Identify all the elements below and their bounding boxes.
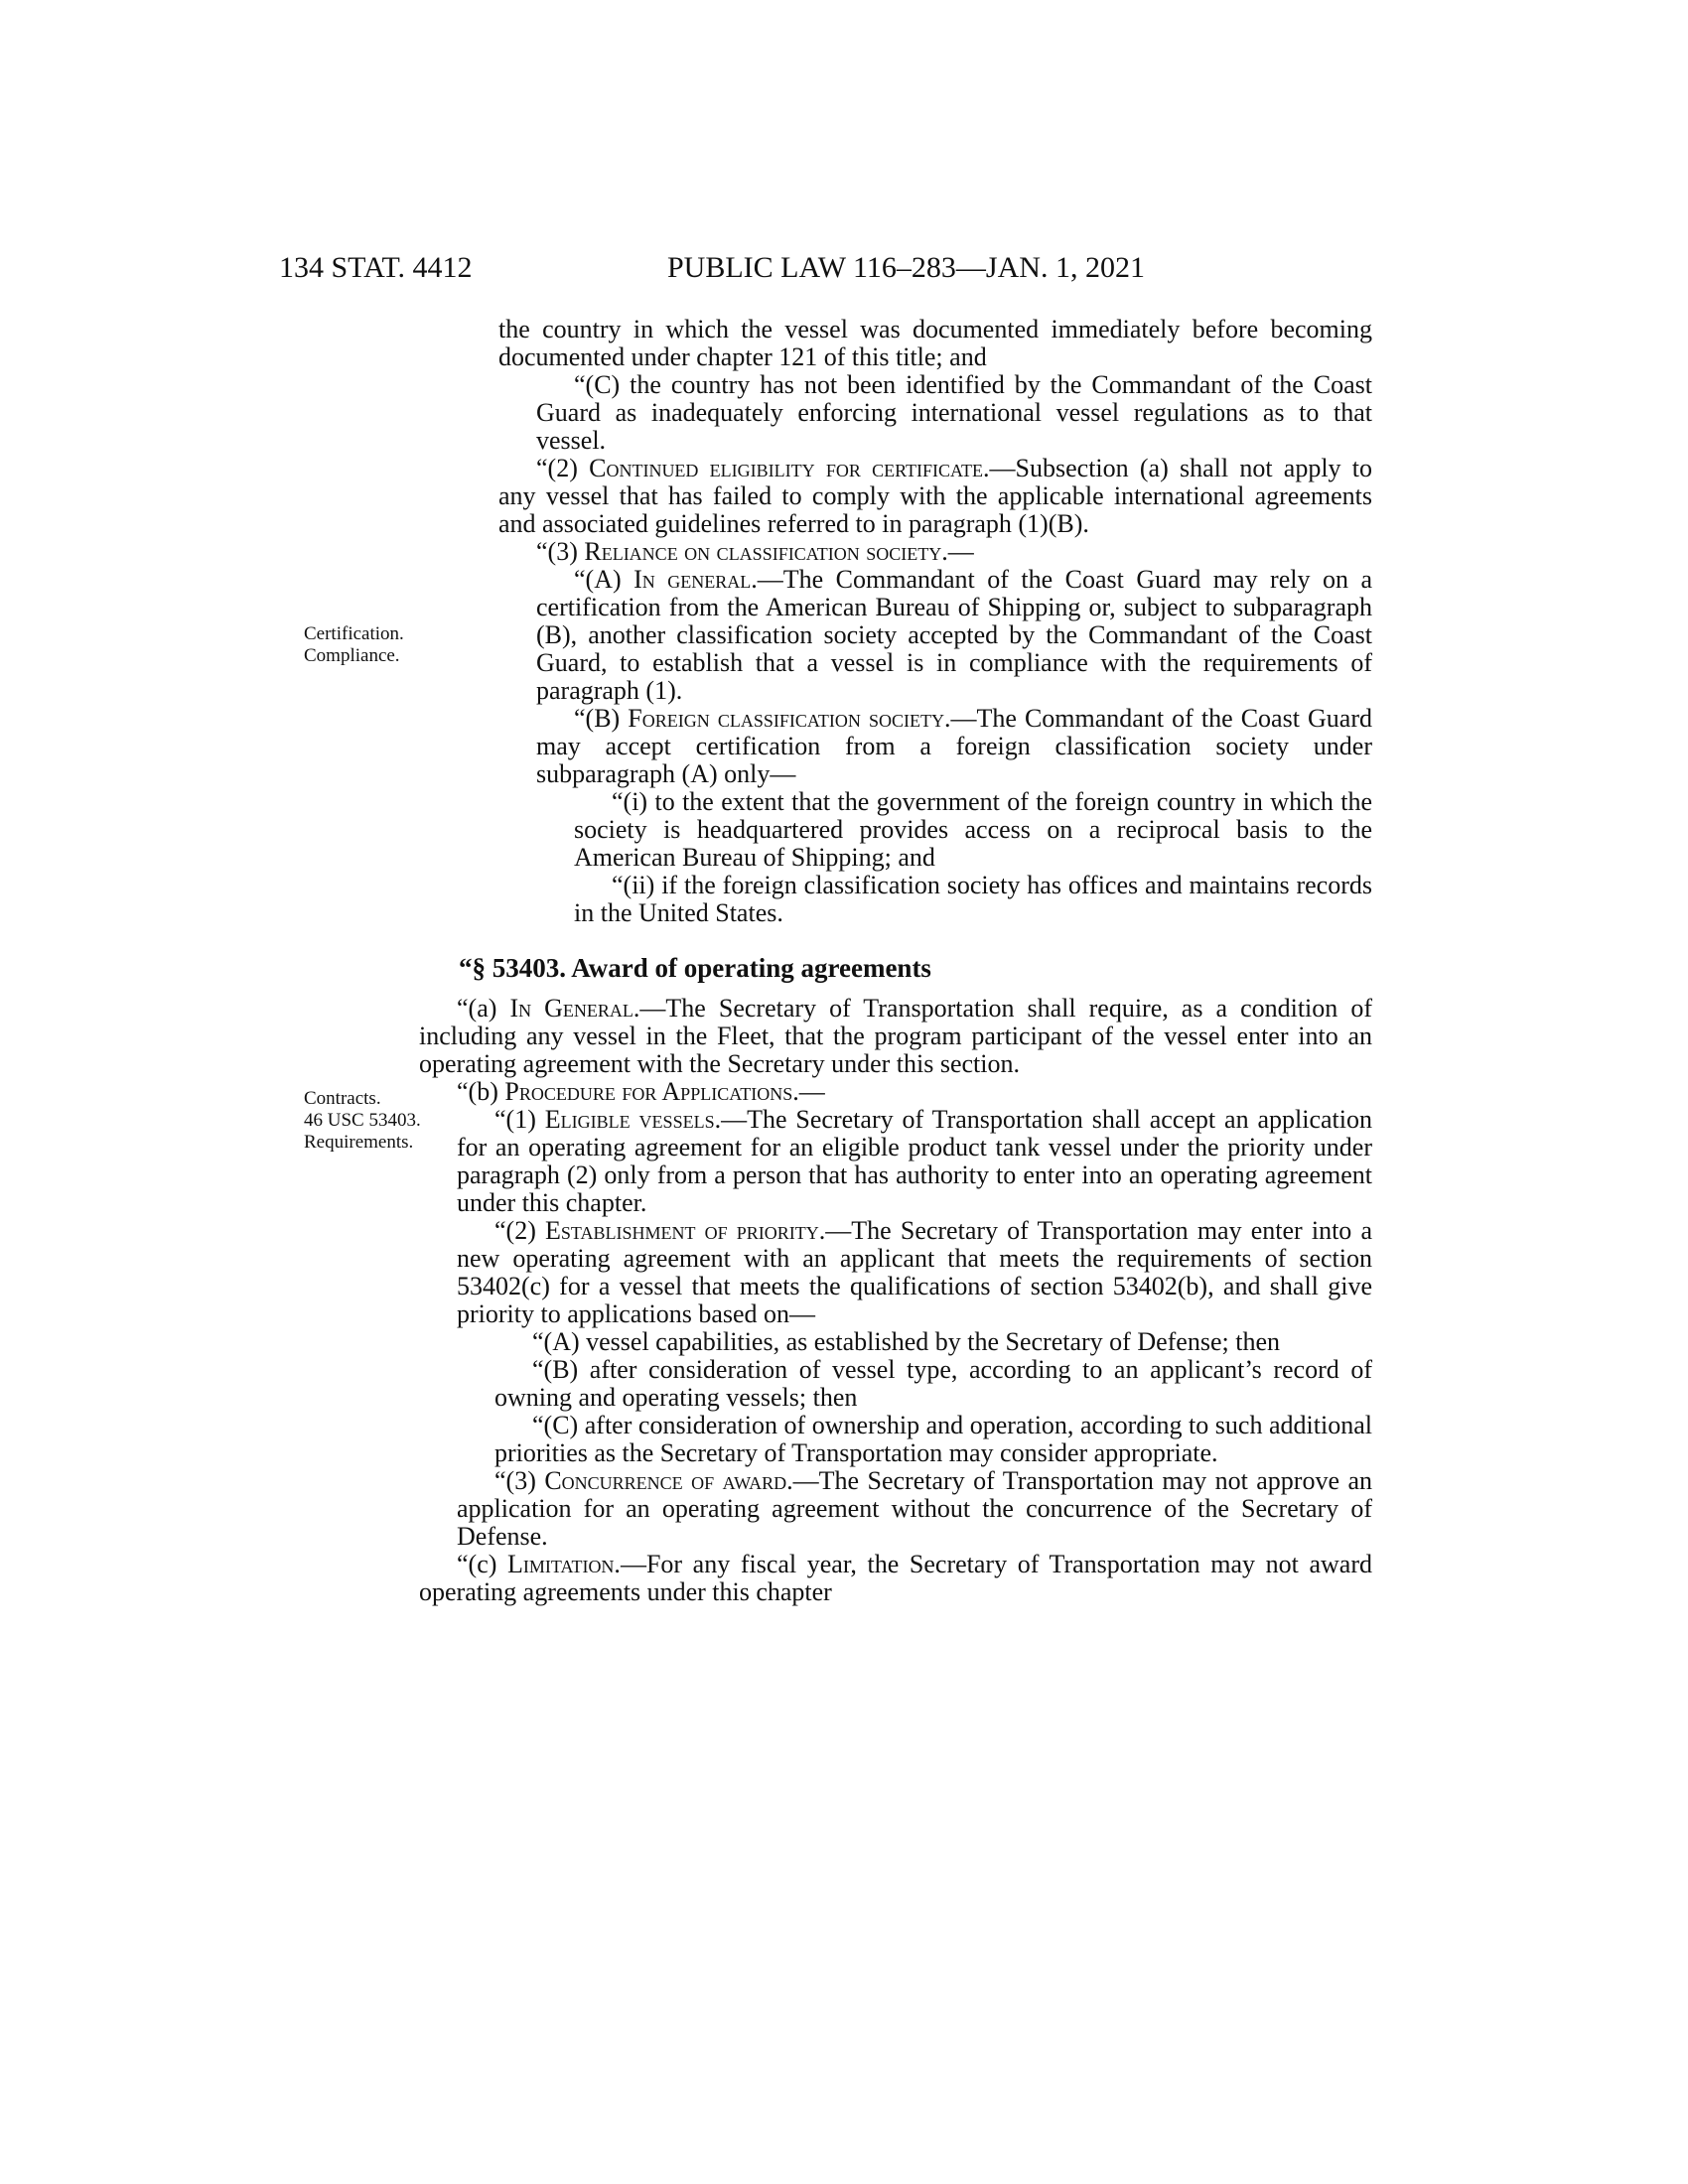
- subsection-b: “(b) Procedure for Applications.—: [457, 1077, 825, 1106]
- section-heading: “§ 53403. Award of operating agreements: [459, 953, 931, 983]
- section-53403-body: [419, 995, 1372, 1606]
- margin-note-line: Requirements.: [304, 1132, 414, 1153]
- margin-note-line: Contracts.: [304, 1088, 381, 1109]
- heading-reliance: Reliance on classification society.: [584, 537, 948, 566]
- subsection-b-2-c: “(C) after consideration of ownership and operation, according to such additional priorities as the Secretary of Transportation may consider appropriate.: [494, 1411, 1372, 1467]
- heading-in-general-a: In General.: [509, 994, 640, 1023]
- body-text: [419, 315, 1373, 1606]
- margin-note-certification: [304, 623, 463, 667]
- subsection-b-2: “(2) Establishment of priority.—The Secretary of Transportation may enter into a new operating agreement with an applicant that meets the requirements of section 53402(c) for a vessel that meets the qualifications of section 53402(b), and shall give priority to applications based on—: [457, 1216, 1372, 1328]
- paragraph-2: “(2) Continued eligibility for certificate.—Subsection (a) shall not apply to any vessel that has failed to comply with the applicable international agreements and associated guidelines referred to in paragraph (1)(B).: [498, 454, 1373, 538]
- paragraph-3-b: “(B) Foreign classification society.—The Commandant of the Coast Guard may accept certification from a foreign classification society under subparagraph (A) only—: [536, 704, 1373, 788]
- paragraph-c: “(C) the country has not been identified by the Commandant of the Coast Guard as inadequately enforcing international vessel regulations as to that vessel.: [536, 370, 1372, 455]
- page-header: [0, 248, 1688, 288]
- heading-establishment: Establishment of priority.: [545, 1216, 826, 1245]
- subsection-c: “(c) Limitation.—For any fiscal year, the Secretary of Transportation may not award operating agreements under this chapter: [419, 1550, 1372, 1606]
- paragraph-3-a: “(A) In general.—The Commandant of the Coast Guard may rely on a certification from the American Bureau of Shipping or, subject to subparagraph (B), another classification society accepted by the Commandant of the Coast Guard, to establish that a vessel is in compliance with the requirements of paragraph (1).: [536, 565, 1372, 705]
- heading-foreign-classification: Foreign classification society.: [628, 704, 951, 733]
- margin-note-line: Compliance.: [304, 645, 400, 666]
- paragraph-continuation: the country in which the vessel was documented immediately before becoming documented under chapter 121 of this title; and: [498, 315, 1372, 371]
- subsection-a: “(a) In General.—The Secretary of Transportation shall require, as a condition of including any vessel in the Fleet, that the program participant of the vessel enter into an operating agreement with the Secretary under this section.: [419, 994, 1372, 1078]
- heading-concurrence: Concurrence of award.: [544, 1466, 793, 1495]
- heading-limitation: Limitation.: [507, 1550, 621, 1578]
- clause-ii: “(ii) if the foreign classification society has offices and maintains records in the United States.: [574, 871, 1372, 927]
- heading-in-general: In general.: [633, 565, 758, 594]
- stat-page-number: 134 STAT. 4412: [279, 251, 473, 284]
- clause-i: “(i) to the extent that the government of the foreign country in which the society is headquartered provides access on a reciprocal basis to the American Bureau of Shipping; and: [574, 787, 1372, 872]
- public-law-title: PUBLIC LAW 116–283—JAN. 1, 2021: [667, 251, 1145, 284]
- subsection-b-2-b: “(B) after consideration of vessel type, according to an applicant’s record of owning and operating vessels; then: [494, 1355, 1372, 1412]
- margin-note-line: 46 USC 53403.: [304, 1110, 421, 1131]
- subsection-b-1: “(1) Eligible vessels.—The Secretary of Transportation shall accept an application for an operating agreement for an eligible product tank vessel under the priority under paragraph (2) only from a person that has authority to enter into an operating agreement under this chapter.: [457, 1105, 1373, 1217]
- heading-continued-eligibility: Continued eligibility for certificate.: [589, 454, 990, 482]
- margin-note-line: Certification.: [304, 623, 404, 644]
- heading-procedure: Procedure for Applications.: [504, 1077, 799, 1106]
- heading-eligible-vessels: Eligible vessels.: [544, 1105, 722, 1134]
- paragraph-3: “(3) Reliance on classification society.—: [536, 537, 974, 566]
- subsection-b-3: “(3) Concurrence of award.—The Secretary of Transportation may not approve an application for an operating agreement without the concurrence of the Secretary of Defense.: [457, 1466, 1372, 1551]
- subsection-b-2-a: “(A) vessel capabilities, as established by the Secretary of Defense; then: [532, 1327, 1280, 1356]
